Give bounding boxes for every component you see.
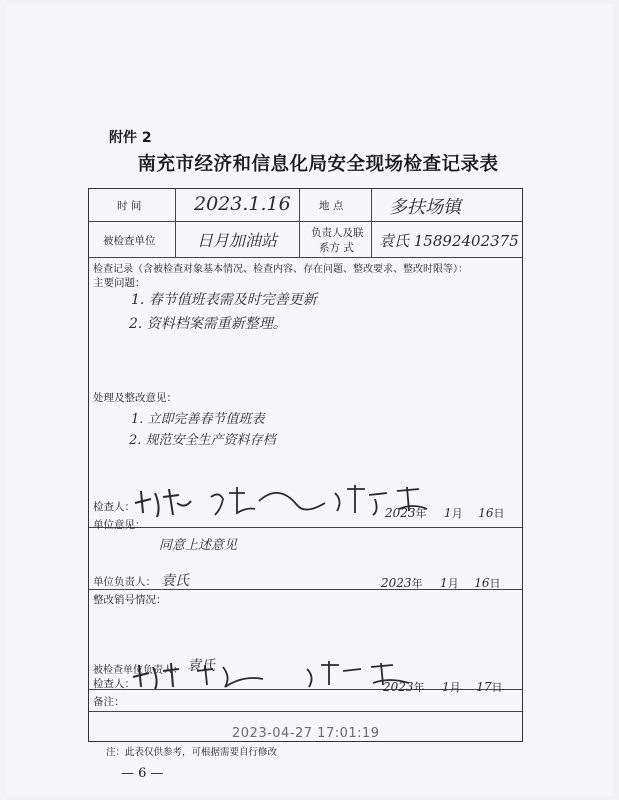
row-divider — [89, 221, 522, 222]
problems-label: 主要问题： — [93, 277, 146, 289]
col-divider — [175, 189, 176, 257]
location-label: 地 点 — [319, 200, 344, 212]
col-divider — [371, 189, 372, 257]
opinion-label: 处理及整改意见： — [93, 392, 177, 404]
row-divider — [89, 711, 522, 712]
inspector-label: 检查人： — [93, 501, 135, 513]
contact-value: 袁氏 15892402375 — [379, 232, 519, 250]
record-label: 检查记录（含被检查对象基本情况、检查内容、存在问题、整改要求、整改时限等）： — [93, 264, 468, 275]
problem-item-2: 2. 资料档案需重新整理。 — [129, 316, 287, 332]
col-divider — [299, 189, 300, 257]
inspector-date-day: 16 — [478, 506, 494, 520]
rectify-inspector-signatures — [127, 657, 417, 691]
contact-label-line1: 负责人及联 — [311, 227, 364, 239]
unit-label: 被检查单位 — [103, 235, 156, 247]
opinion-item-2: 2. 规范安全生产资料存档 — [129, 433, 276, 448]
time-label: 时 间 — [117, 200, 142, 212]
inspection-form-table — [88, 188, 523, 742]
unit-opinion-value: 同意上述意见 — [159, 538, 238, 553]
row-divider — [89, 257, 522, 258]
footnote: 注：此表仅供参考，可根据需要自行修改 — [106, 747, 278, 758]
inspector-date: 2023年 1月 16日 — [385, 506, 505, 520]
unit-head-date: 2023年 1月 16日 — [381, 576, 501, 590]
scan-timestamp: 2023-04-27 17:01:19 — [232, 726, 380, 741]
time-value: 2023.1.16 — [194, 193, 291, 215]
unit-head-label: 单位负责人： — [93, 576, 156, 588]
row-divider — [89, 527, 522, 528]
unit-opinion-label: 单位意见： — [93, 519, 146, 531]
page-number: — 6 — — [121, 766, 164, 781]
rectify-head-label: 被检查单位负责人： — [93, 665, 183, 676]
opinion-item-1: 1. 立即完善春节值班表 — [131, 412, 265, 427]
problem-item-1: 1. 春节值班表需及时完善更新 — [131, 292, 317, 308]
location-value: 多扶场镇 — [389, 197, 461, 218]
rectify-label: 整改销号情况： — [93, 594, 167, 606]
inspector-date-month: 1 — [444, 506, 452, 520]
inspector-signatures — [129, 479, 429, 521]
unit-value: 日月加油站 — [197, 231, 278, 250]
rectify-head-signature: 袁氏 — [187, 658, 215, 674]
rectify-date: 2023年 1月 17日 — [383, 680, 503, 694]
inspector-date-year: 2023 — [385, 506, 416, 520]
contact-label-line2: 系方 式 — [319, 242, 354, 254]
document-title: 南充市经济和信息化局安全现场检查记录表 — [137, 154, 499, 175]
rectify-inspector-label: 检查人： — [93, 678, 135, 690]
attachment-label: 附件 2 — [109, 130, 152, 146]
unit-head-signature: 袁氏 — [161, 573, 189, 589]
remarks-label: 备注： — [93, 696, 125, 708]
